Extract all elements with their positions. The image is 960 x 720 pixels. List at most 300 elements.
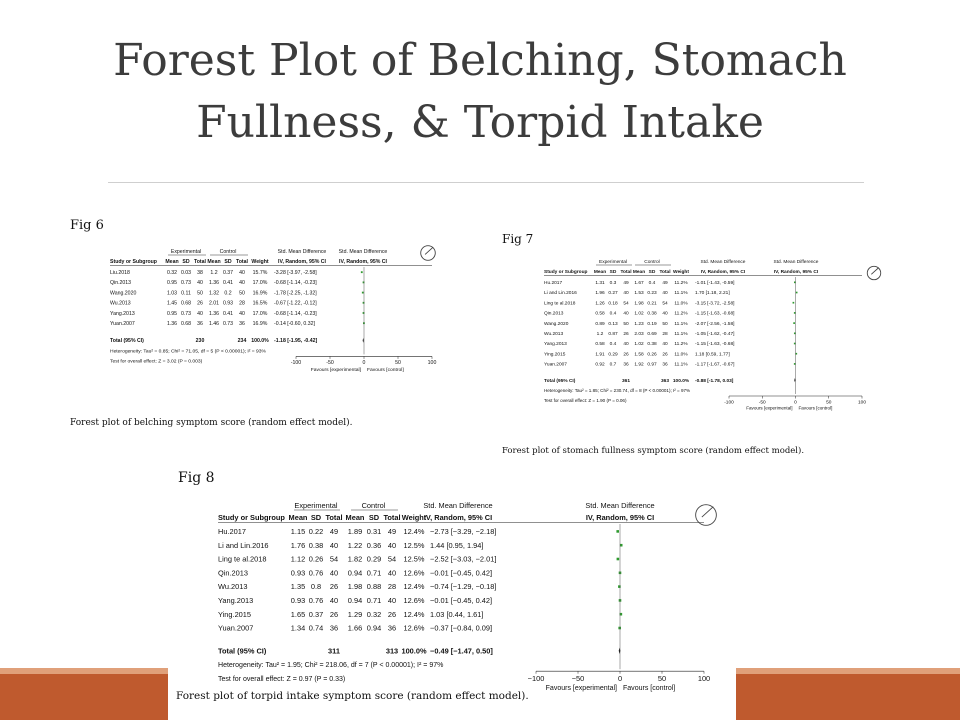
fig7-ctrl-mean: 1.98 — [634, 301, 644, 307]
fig7-col-cs: SD — [648, 270, 656, 275]
fig6-review-icon — [421, 246, 436, 261]
fig8-ctrl-total: 26 — [387, 609, 397, 619]
fig6-review-icon-stroke — [425, 247, 433, 254]
fig7-weight: 11.1% — [674, 291, 688, 297]
fig7-heterogeneity: Heterogeneity: Tau² = 1.85; Chi² = 230.74, df = 8 (P < 0.00001); I² = 97% — [544, 388, 691, 393]
fig7-exp-mean: 1.96 — [595, 291, 605, 297]
fig7-col-en: Total — [620, 270, 632, 275]
fig7-exp-total: 40 — [623, 291, 629, 297]
fig8-total-ci-text: −0.49 [−1.47, 0.50] — [430, 646, 493, 656]
fig7-smd-header: Std. Mean Difference — [700, 260, 746, 265]
accent-bar-right — [736, 668, 960, 720]
fig6-favours-left: Favours [experimental] — [310, 367, 361, 373]
fig8-ctrl-total: 54 — [387, 554, 397, 564]
fig6-col-plot: IV, Random, 95% CI — [339, 259, 387, 265]
fig6-ctrl-mean: 1.46 — [208, 321, 220, 327]
fig8-plot-header: Std. Mean Difference — [585, 501, 655, 510]
fig6-exp-total: 38 — [197, 270, 203, 276]
fig6-weight: 15.7% — [252, 270, 268, 276]
fig7-ctrl-sd: 0.23 — [647, 291, 657, 297]
fig7-group-control: Control — [644, 260, 660, 265]
fig7-weight: 11.2% — [674, 281, 688, 286]
accent-bar-left — [0, 668, 168, 720]
fig7-point-marker — [793, 322, 795, 324]
slide-title-line-2: Fullness, & Torpid Intake — [196, 97, 764, 148]
fig7-ctrl-total: 40 — [662, 342, 668, 348]
fig8-weight: 12.6% — [403, 596, 425, 605]
fig8-ctrl-total: 40 — [387, 568, 397, 578]
fig7-study-name: Li and Lin.2016 — [544, 291, 577, 297]
fig7-ctrl-total: 49 — [662, 281, 668, 286]
fig8-total-ctrl-n: 313 — [385, 646, 399, 656]
fig8-total-label: Total (95% CI) — [218, 646, 267, 656]
fig7-weight: 11.1% — [674, 332, 688, 337]
fig8-ctrl-sd: 0.71 — [366, 596, 382, 605]
fig7-ctrl-sd: 0.38 — [647, 342, 657, 348]
fig8-col-plot: IV, Random, 95% CI — [585, 513, 655, 522]
fig7-x-tick-label: 50 — [826, 400, 832, 406]
fig8-exp-total: 36 — [329, 623, 339, 633]
fig7-review-icon-stroke — [871, 268, 878, 275]
fig6-ctrl-sd: 0.93 — [222, 300, 234, 307]
fig7-group-experimental: Experimental — [599, 260, 627, 265]
fig7-study-name: Wu.2013 — [544, 332, 564, 337]
fig7-exp-sd: 0.27 — [608, 291, 618, 297]
fig7-ctrl-total: 50 — [662, 321, 668, 327]
fig8-exp-sd: 0.37 — [308, 609, 324, 619]
fig6-exp-sd: 0.73 — [180, 280, 192, 287]
fig6-exp-sd: 0.03 — [180, 270, 192, 276]
fig6-total-ci-text: -1.18 [-1.95, -0.42] — [274, 338, 318, 345]
fig8-weight: 12.5% — [403, 540, 425, 550]
fig7-ci-text: 1.70 [1.18, 2.21] — [695, 291, 730, 297]
fig6-exp-mean: 1.36 — [166, 321, 178, 327]
fig7-weight: 11.0% — [674, 352, 688, 358]
fig7-ctrl-sd: 0.38 — [647, 311, 657, 317]
fig6-total-diamond — [363, 338, 364, 343]
fig6-ctrl-total: 50 — [239, 290, 245, 297]
fig8-col-ci: IV, Random, 95% CI — [423, 513, 493, 522]
fig7-study-name: Ling te al.2018 — [544, 301, 576, 307]
fig7-exp-total: 26 — [623, 352, 629, 358]
fig8-ctrl-total: 49 — [387, 527, 397, 536]
fig6-ci-text: -3.28 [-3.97, -2.58] — [274, 270, 317, 276]
fig8-exp-total: 40 — [329, 540, 339, 550]
fig7-ctrl-sd: 0.21 — [647, 301, 657, 307]
fig6-col-es: SD — [182, 259, 190, 265]
fig8-exp-sd: 0.74 — [308, 623, 324, 633]
fig8-study-name: Yuan.2007 — [218, 623, 254, 633]
fig8-ctrl-sd: 0.32 — [366, 609, 382, 619]
fig7-label: Fig 7 — [502, 232, 534, 246]
fig6-study-name: Wu.2013 — [110, 300, 131, 307]
fig7-col-es: SD — [609, 270, 617, 275]
fig7-weight: 11.0% — [674, 301, 688, 307]
fig7-total-exp-n: 361 — [621, 378, 631, 384]
fig8-ctrl-total: 28 — [387, 582, 397, 592]
fig6-study-name: Yuan.2007 — [110, 321, 135, 327]
fig7-total-ci-text: -0.88 [-1.78, 0.03] — [695, 378, 734, 384]
fig6-col-cm: Mean — [207, 259, 221, 265]
fig6-ci-text: -1.78 [-2.25, -1.32] — [274, 290, 317, 297]
fig7-exp-total: 49 — [623, 281, 629, 286]
fig8-study-name: Ying.2015 — [218, 609, 252, 619]
fig7-ctrl-total: 36 — [662, 362, 668, 368]
fig6-ctrl-sd: 0.41 — [222, 310, 234, 317]
fig6-ci-text: -0.67 [-1.22, -0.12] — [274, 300, 317, 307]
fig8-exp-mean: 1.35 — [290, 582, 306, 592]
fig8-col-study: Study or Subgroup — [218, 513, 285, 522]
fig6-forest-plot — [110, 245, 470, 403]
fig6-caption: Forest plot of belching symptom score (random effect model). — [70, 418, 353, 428]
fig7-ci-text: -1.15 [-1.63, -0.68] — [695, 311, 735, 317]
fig7-caption: Forest plot of stomach fullness symptom score (random effect model). — [502, 446, 805, 456]
fig6-study-name: Yang.2013 — [110, 310, 135, 317]
fig7-ctrl-mean: 1.02 — [634, 311, 644, 317]
slide-title-line-1: Forest Plot of Belching, Stomach — [113, 35, 847, 86]
fig6-ctrl-sd: 0.41 — [222, 280, 234, 287]
fig8-study-name: Yang.2013 — [218, 596, 254, 605]
fig7-favours-right: Favours [control] — [798, 405, 833, 411]
fig8-ci-text: 1.44 [0.95, 1.94] — [430, 540, 484, 550]
fig6-exp-total: 40 — [197, 310, 203, 317]
fig8-group-experimental: Experimental — [294, 501, 338, 510]
fig7-ctrl-mean: 1.67 — [634, 281, 644, 286]
fig7-ctrl-mean: 1.23 — [634, 321, 644, 327]
fig7-exp-sd: 0.13 — [608, 321, 618, 327]
fig8-ctrl-mean: 0.94 — [347, 568, 363, 578]
fig6-exp-sd: 0.68 — [180, 321, 192, 327]
fig7-point-marker — [793, 302, 795, 304]
fig8-ctrl-mean: 0.94 — [347, 596, 363, 605]
fig7-ctrl-total: 28 — [662, 332, 668, 337]
fig7-ctrl-sd: 0.19 — [647, 321, 657, 327]
fig8-col-w: Weight — [401, 513, 427, 522]
fig8-x-tick-label: 0 — [617, 674, 623, 684]
fig8-study-name: Li and Lin.2016 — [218, 540, 269, 550]
fig7-ctrl-sd: 0.97 — [647, 362, 657, 368]
fig6-study-name: Qin.2013 — [110, 280, 132, 287]
fig8-point-marker — [620, 544, 623, 547]
fig8-exp-sd: 0.38 — [308, 540, 324, 550]
fig7-total-ctrl-n: 363 — [660, 378, 670, 384]
fig8-point-marker — [618, 585, 621, 588]
fig7-weight: 11.2% — [674, 342, 688, 348]
fig7-exp-mean: 0.58 — [595, 342, 605, 348]
fig8-review-icon — [696, 505, 717, 526]
fig6-exp-sd: 0.68 — [180, 300, 192, 307]
fig6-exp-mean: 1.03 — [166, 290, 178, 297]
fig7-plot-header: Std. Mean Difference — [773, 260, 819, 265]
fig6-overall-effect: Test for overall effect: Z = 3.02 (P = 0.003) — [110, 359, 203, 365]
fig8-exp-mean: 0.93 — [290, 596, 306, 605]
fig7-study-name: Ying.2015 — [544, 352, 566, 358]
fig7-weight: 11.2% — [674, 311, 688, 317]
fig8-exp-mean: 1.76 — [290, 540, 306, 550]
fig7-exp-mean: 1.26 — [595, 301, 605, 307]
fig8-point-marker — [618, 627, 621, 630]
fig6-exp-mean: 0.32 — [166, 270, 178, 276]
fig8-exp-mean: 1.65 — [290, 609, 306, 619]
fig6-ctrl-mean: 1.2 — [210, 270, 218, 276]
fig7-x-tick-label: -50 — [758, 400, 766, 406]
fig7-exp-total: 26 — [623, 332, 629, 337]
fig7-study-name: Qin.2013 — [544, 311, 564, 317]
fig7-x-tick-label: -100 — [724, 400, 734, 406]
fig6-point-marker — [361, 271, 363, 273]
fig6-favours-right: Favours [control] — [367, 367, 404, 373]
fig6-plot-header: Std. Mean Difference — [338, 249, 388, 255]
fig8-col-cm: Mean — [345, 513, 365, 522]
fig8-ctrl-sd: 0.29 — [366, 554, 382, 564]
fig7-weight: 11.1% — [674, 362, 688, 368]
fig7-ci-text: -1.17 [-1.67, -0.67] — [695, 362, 735, 368]
fig6-exp-total: 26 — [197, 300, 203, 307]
fig7-forest-plot — [544, 255, 886, 430]
fig7-total-label: Total (95% CI) — [544, 378, 576, 384]
fig7-ci-text: -1.15 [-1.63, -0.68] — [695, 342, 735, 348]
fig7-ci-text: -1.01 [-1.43, -0.59] — [695, 281, 735, 286]
fig8-exp-total: 26 — [329, 582, 339, 592]
fig6-ci-text: -0.14 [-0.60, 0.32] — [274, 321, 315, 327]
fig7-exp-total: 36 — [623, 362, 629, 368]
fig6-exp-mean: 0.95 — [166, 280, 178, 287]
fig7-ci-text: -3.15 [-3.72, -2.58] — [695, 301, 735, 307]
fig8-weight: 12.6% — [403, 623, 425, 633]
fig8-ctrl-mean: 1.29 — [347, 609, 363, 619]
fig7-exp-sd: 0.18 — [608, 301, 618, 307]
fig8-study-name: Qin.2013 — [218, 568, 248, 578]
fig6-group-experimental: Experimental — [170, 249, 202, 255]
fig8-exp-mean: 1.12 — [290, 554, 306, 564]
fig8-study-name: Ling te al.2018 — [218, 554, 267, 564]
title-divider — [108, 182, 864, 183]
fig8-ci-text: −2.73 [−3.29, −2.18] — [430, 527, 497, 536]
fig8-total-weight: 100.0% — [401, 646, 427, 656]
fig8-exp-sd: 0.8 — [310, 582, 322, 592]
fig6-ctrl-total: 40 — [239, 310, 245, 317]
fig6-x-tick-label: 0 — [362, 360, 366, 367]
fig8-exp-total: 49 — [329, 527, 339, 536]
fig7-exp-mean: 1.2 — [596, 332, 604, 337]
fig6-weight: 16.5% — [252, 300, 268, 307]
fig8-heterogeneity: Heterogeneity: Tau² = 1.95; Chi² = 218.06, df = 7 (P < 0.00001); I² = 97% — [218, 662, 444, 670]
fig7-exp-total: 40 — [623, 342, 629, 348]
fig6-col-cs: SD — [224, 259, 232, 265]
fig8-ci-text: −0.01 [−0.45, 0.42] — [430, 568, 493, 578]
fig7-exp-mean: 0.92 — [595, 362, 605, 368]
fig8-ctrl-sd: 0.36 — [366, 540, 382, 550]
fig6-label: Fig 6 — [70, 218, 104, 233]
fig6-ctrl-sd: 0.37 — [222, 270, 234, 276]
fig8-col-en: Total — [325, 513, 343, 522]
fig6-study-name: Liu.2018 — [110, 270, 130, 276]
fig8-favours-left: Favours [experimental] — [545, 685, 617, 692]
fig8-ctrl-total: 40 — [387, 596, 397, 605]
fig8-ctrl-mean: 1.82 — [347, 554, 363, 564]
fig7-ctrl-mean: 1.92 — [634, 362, 644, 368]
fig6-ctrl-sd: 0.73 — [222, 321, 234, 327]
fig8-weight: 12.5% — [403, 554, 425, 564]
fig6-weight: 17.0% — [252, 280, 268, 287]
fig6-col-em: Mean — [165, 259, 179, 265]
fig8-ctrl-mean: 1.66 — [347, 623, 363, 633]
fig8-col-es: SD — [310, 513, 322, 522]
fig8-forest-plot — [218, 499, 723, 692]
fig7-col-em: Mean — [593, 270, 607, 275]
fig7-ctrl-sd: 0.26 — [647, 352, 657, 358]
fig6-ctrl-total: 28 — [239, 300, 245, 307]
fig7-col-ci: IV, Random, 95% CI — [700, 270, 746, 275]
fig8-ctrl-total: 36 — [387, 623, 397, 633]
fig8-ci-text: 1.03 [0.44, 1.61] — [430, 609, 484, 619]
fig6-x-tick-label: 100 — [427, 360, 437, 367]
fig7-ctrl-mean: 1.53 — [634, 291, 644, 297]
fig6-ctrl-mean: 2.01 — [208, 300, 220, 307]
fig6-smd-header: Std. Mean Difference — [277, 249, 327, 255]
fig8-col-cn: Total — [383, 513, 401, 522]
fig8-caption: Forest plot of torpid intake symptom score (random effect model). — [176, 690, 529, 702]
fig7-col-w: Weight — [673, 270, 689, 275]
fig8-exp-sd: 0.76 — [308, 568, 324, 578]
fig6-x-tick-label: 50 — [395, 360, 401, 367]
fig6-ci-text: -0.68 [-1.14, -0.23] — [274, 280, 317, 287]
fig7-col-cm: Mean — [632, 270, 646, 275]
fig7-exp-mean: 1.91 — [595, 352, 605, 358]
fig8-exp-total: 40 — [329, 568, 339, 578]
fig8-ci-text: −0.74 [−1.29, −0.18] — [430, 582, 497, 592]
fig8-weight: 12.6% — [403, 568, 425, 578]
fig7-ci-text: 1.18 [0.59, 1.77] — [695, 352, 730, 358]
fig6-exp-total: 40 — [197, 280, 203, 287]
fig8-exp-total: 26 — [329, 609, 339, 619]
fig8-ctrl-mean: 1.98 — [347, 582, 363, 592]
fig8-total-exp-n: 311 — [328, 646, 340, 656]
fig6-ci-text: -0.68 [-1.14, -0.23] — [274, 310, 317, 317]
fig8-ctrl-sd: 0.71 — [366, 568, 382, 578]
fig6-exp-sd: 0.11 — [181, 290, 191, 297]
fig7-ci-text: -1.05 [-1.62, -0.47] — [695, 332, 735, 337]
fig7-exp-sd: 0.4 — [609, 342, 617, 348]
fig7-ctrl-sd: 0.69 — [647, 332, 657, 337]
fig8-ctrl-sd: 0.88 — [366, 582, 382, 592]
fig6-total-ctrl-n: 234 — [237, 338, 247, 345]
fig8-label: Fig 8 — [178, 470, 215, 486]
fig6-x-tick-label: -50 — [326, 360, 334, 367]
fig8-weight: 12.4% — [403, 527, 425, 536]
fig6-total-label: Total (95% CI) — [110, 338, 144, 345]
fig6-col-w: Weight — [251, 259, 269, 265]
fig6-ctrl-total: 40 — [239, 280, 245, 287]
fig8-overall-effect: Test for overall effect: Z = 0.97 (P = 0.33) — [218, 676, 346, 683]
fig7-study-name: Hu.2017 — [544, 281, 563, 286]
fig7-col-plot: IV, Random, 95% CI — [773, 270, 819, 275]
slide-title — [0, 30, 960, 154]
fig6-weight: 16.9% — [252, 321, 268, 327]
fig7-x-tick-label: 0 — [794, 400, 797, 406]
fig6-ctrl-total: 40 — [239, 270, 245, 276]
fig6-col-en: Total — [193, 259, 207, 265]
fig7-ci-text: -2.07 [-2.56, -1.58] — [695, 321, 735, 327]
fig7-col-study: Study or Subgroup — [544, 270, 588, 275]
fig7-exp-mean: 1.31 — [595, 281, 605, 286]
fig7-ctrl-mean: 1.02 — [634, 342, 644, 348]
fig7-ctrl-total: 54 — [662, 301, 668, 307]
fig6-weight: 16.9% — [252, 290, 268, 297]
fig7-exp-mean: 0.58 — [595, 311, 605, 317]
fig7-ctrl-mean: 1.58 — [634, 352, 644, 358]
fig6-total-weight: 100.0% — [251, 338, 269, 345]
fig8-favours-right: Favours [control] — [623, 685, 676, 692]
fig8-ctrl-sd: 0.94 — [366, 623, 382, 633]
fig8-ci-text: −0.01 [−0.45, 0.42] — [430, 596, 493, 605]
fig8-ctrl-mean: 1.22 — [347, 540, 363, 550]
fig7-exp-sd: 0.87 — [608, 332, 618, 337]
fig7-exp-sd: 0.4 — [609, 311, 617, 317]
fig7-ctrl-sd: 0.4 — [648, 281, 656, 286]
fig6-heterogeneity: Heterogeneity: Tau² = 0.85; Chi² = 71.05, df = 5 (P < 0.00001); I² = 93% — [110, 349, 266, 355]
fig8-exp-sd: 0.26 — [308, 554, 324, 564]
fig8-weight: 12.4% — [403, 609, 425, 619]
fig8-ctrl-total: 40 — [387, 540, 397, 550]
fig7-exp-sd: 0.3 — [609, 281, 617, 286]
fig6-study-name: Wang.2020 — [110, 290, 137, 297]
fig7-exp-sd: 0.29 — [608, 352, 618, 358]
fig7-exp-sd: 0.7 — [609, 362, 617, 368]
fig6-col-cn: Total — [235, 259, 249, 265]
fig8-ctrl-mean: 1.89 — [347, 527, 363, 536]
fig7-weight: 11.1% — [674, 321, 688, 327]
fig8-x-tick-label: 100 — [697, 674, 711, 684]
fig8-col-em: Mean — [288, 513, 308, 522]
fig6-ctrl-sd: 0.2 — [224, 290, 232, 297]
fig6-total-exp-n: 230 — [195, 338, 205, 345]
fig8-x-tick-label: −100 — [527, 674, 545, 684]
fig8-exp-sd: 0.76 — [308, 596, 324, 605]
fig7-study-name: Wang.2020 — [544, 321, 569, 327]
fig7-point-marker — [796, 292, 798, 294]
fig7-total-weight: 100.0% — [672, 378, 690, 384]
fig7-exp-mean: 0.89 — [595, 321, 605, 327]
fig8-study-name: Wu.2013 — [218, 582, 248, 592]
fig8-smd-header: Std. Mean Difference — [423, 501, 493, 510]
fig6-ctrl-mean: 1.36 — [208, 280, 220, 287]
fig6-ctrl-mean: 1.32 — [208, 290, 220, 297]
fig8-point-marker — [616, 530, 619, 533]
fig8-exp-mean: 1.15 — [290, 527, 306, 536]
fig8-ctrl-sd: 0.31 — [366, 527, 382, 536]
fig7-ctrl-total: 26 — [662, 352, 668, 358]
fig6-ctrl-mean: 1.36 — [208, 310, 220, 317]
fig6-exp-mean: 0.95 — [166, 310, 178, 317]
fig6-exp-total: 50 — [197, 290, 203, 297]
fig6-x-tick-label: -100 — [290, 360, 302, 367]
fig8-x-tick-label: −50 — [571, 674, 585, 684]
fig8-ci-text: −0.37 [−0.84, 0.09] — [430, 623, 493, 633]
fig6-col-ci: IV, Random, 95% CI — [278, 259, 326, 265]
fig7-exp-total: 40 — [623, 311, 629, 317]
fig8-ci-text: −2.52 [−3.03, −2.01] — [430, 554, 497, 564]
fig6-col-study: Study or Subgroup — [110, 259, 157, 265]
fig8-review-icon-stroke — [702, 507, 713, 517]
fig8-exp-sd: 0.22 — [308, 527, 324, 536]
fig6-group-control: Control — [219, 249, 237, 255]
fig7-favours-left: Favours [experimental] — [746, 405, 793, 411]
fig8-x-tick-label: 50 — [657, 674, 667, 684]
fig7-review-icon — [867, 266, 880, 279]
fig7-col-cn: Total — [659, 270, 671, 275]
fig6-weight: 17.0% — [252, 310, 268, 317]
